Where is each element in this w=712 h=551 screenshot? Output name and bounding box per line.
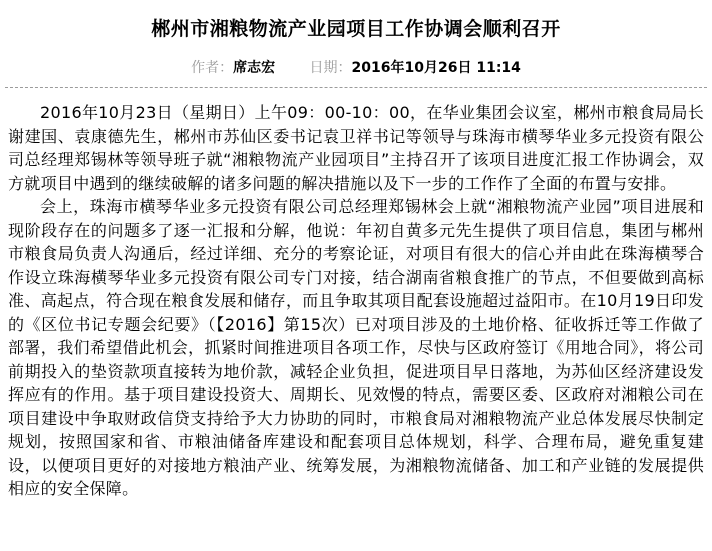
author-group — [191, 60, 279, 76]
author-label: 作者： — [191, 60, 234, 76]
article-page — [0, 16, 712, 501]
article-paragraph-2: 会上，珠海市横琴华业多元投资有限公司总经理郑锡林会上就“湘粮物流产业园”项目进展和现阶段存在的问题多了逐一汇报和分解，他说：年初自黄多元先生提供了项目信息，集团与郴州市粮食局负责人沟通后，经过详细、充分的考察论证，对项目有很大的信心并由此在珠海横琴合作设立珠海横琴华业多元投资有限公司专门对接，结合湖南省粮食推广的节点，不但要做到高标准、高起点，符合现在粮食发展和储存，而且争取其项目配套设施超过益阳市。在10月19日印发的《区位书记专题会纪要》（【2016】第15次）已对项目涉及的土地价格、征收拆迁等工作做了部署，我们希望借此机会，抓紧时间推进项目各项工作，尽快与区政府签订《用地合同》，将公司前期投入的垫资款项直接转为地价款，减轻企业负担，促进项目早日落地，为苏仙区经济建设发挥应有的作用。基于项目建设投资大、周期长、见效慢的特点，需要区委、区政府对湘粮公司在项目建设中争取财政信贷支持给予大力协助的同时，市粮食局对湘粮物流产业总体发展尽快制定规划，按照国家和省、市粮油储备库建设和配套项目总体规划，科学、合理布局，避免重复建设，以便项目更好的对接地方粮油产业、统筹发展，为湘粮物流储备、加工和产业链的发展提供相应的安全保障。 — [8, 197, 704, 498]
article-body — [8, 101, 704, 501]
dashed-separator — [5, 87, 707, 88]
article-meta — [8, 59, 704, 77]
article-title: 郴州市湘粮物流产业园项目工作协调会顺利召开 — [151, 18, 561, 40]
author-value: 席志宏 — [233, 60, 276, 76]
date-group — [310, 60, 521, 76]
date-label: 日期： — [309, 60, 352, 76]
article-paragraph-1: 2016年10月23日（星期日）上午09：00-10：00，在华业集团会议室，郴州市粮食局局长谢建国、袁康德先生，郴州市苏仙区委书记袁卫祥书记等领导与珠海市横琴华业多元投资有限公司总经理郑锡林等领导班子就“湘粮物流产业园项目”主持召开了该项目进度汇报工作协调会，双方就项目中遇到的继续破解的诸多问题的解决措施以及下一步的工作作了全面的布置与安排。 — [8, 103, 704, 193]
date-value: 2016年10月26日 11:14 — [351, 60, 521, 76]
